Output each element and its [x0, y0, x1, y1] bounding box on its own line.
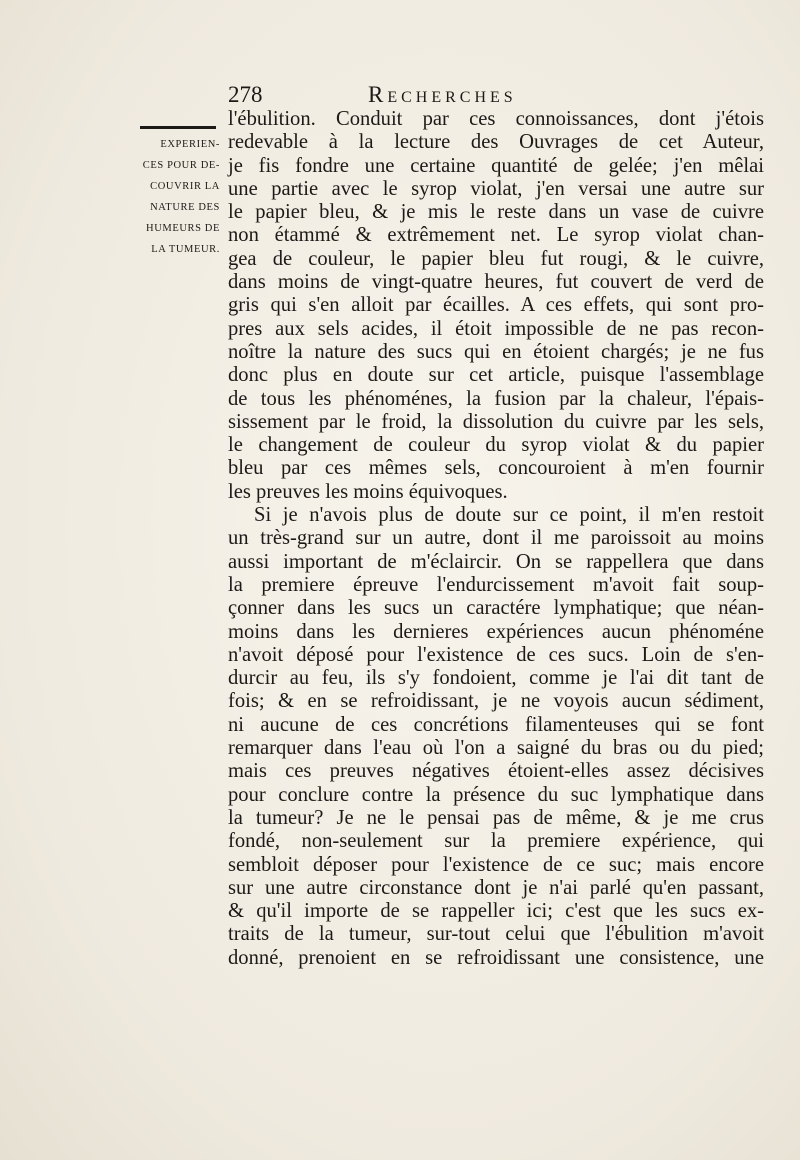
- paragraph-first-line: Si je n'avois plus de doute sur ce point, il m'en restoit: [254, 504, 764, 527]
- marginal-note-line: CES POUR DE-: [142, 160, 220, 171]
- text-line: je fis fondre une certaine quantité de gelée; j'en mêlai: [228, 154, 764, 177]
- marginal-rule: [140, 126, 216, 129]
- text-line: mais ces preuves négatives étoient-elles assez décisives: [228, 760, 764, 783]
- text-line: de tous les phénoménes, la fusion par la chaleur, l'épais-: [228, 387, 764, 410]
- text-line: gris qui s'en alloit par écailles. A ces effets, qui sont pro-: [228, 294, 764, 317]
- text-line: n'avoit déposé pour l'existence de ces sucs. Loin de s'en-: [228, 643, 764, 666]
- text-line: çonner dans les sucs un caractére lymphatique; que néan-: [228, 597, 764, 620]
- text-line: un très-grand sur un autre, dont il me paroissoit au moins: [228, 527, 764, 550]
- marginal-note-line: NATURE DES: [150, 202, 220, 213]
- marginal-note: [128, 134, 220, 260]
- text-line: l'ébulition. Conduit par ces connoissances, dont j'étois: [228, 108, 764, 130]
- text-line: pres aux sels acides, il étoit impossible de ne pas recon-: [228, 317, 764, 340]
- paragraph-last-line: les preuves les moins équivoques.: [228, 480, 508, 503]
- text-line: & qu'il importe de se rappeller ici; c'est que les sucs ex-: [228, 900, 764, 923]
- text-line: traits de la tumeur, sur-tout celui que l'ébulition m'avoit: [228, 923, 764, 946]
- body-text: [228, 108, 764, 970]
- text-line: pour conclure contre la présence du suc lymphatique dans: [228, 783, 764, 806]
- text-line: sembloit déposer pour l'existence de ce suc; mais encore: [228, 853, 764, 876]
- text-line: redevable à la lecture des Ouvrages de cet Auteur,: [228, 131, 764, 154]
- text-line: dans moins de vingt-quatre heures, fut couvert de verd de: [228, 271, 764, 294]
- text-line: gea de couleur, le papier bleu fut rougi, & le cuivre,: [228, 247, 764, 270]
- text-line: remarquer dans l'eau où l'on a saigné du bras ou du pied;: [228, 737, 764, 760]
- text-line: donné, prenoient en se refroidissant une consistence, une: [228, 946, 764, 969]
- text-line: ni aucune de ces concrétions filamenteuses qui se font: [228, 713, 764, 736]
- text-line: sur une autre circonstance dont je n'ai parlé qu'en passant,: [228, 876, 764, 899]
- text-line: durcir au feu, ils s'y fondoient, comme je l'ai dit tant de: [228, 667, 764, 690]
- text-line: la tumeur? Je ne le pensai pas de même, & je me crus: [228, 806, 764, 829]
- text-line: fois; & en se refroidissant, je ne voyois aucun sédiment,: [228, 690, 764, 713]
- marginal-note-line: COUVRIR LA: [150, 181, 220, 192]
- text-line: aussi important de m'éclaircir. On se rappellera que dans: [228, 550, 764, 573]
- text-line: bleu par ces mêmes sels, concouroient à m'en fournir: [228, 457, 764, 480]
- marginal-note-line: LA TUMEUR.: [151, 244, 220, 255]
- text-line: moins dans les dernieres expériences aucun phénoméne: [228, 620, 764, 643]
- text-line: fondé, non-seulement sur la premiere expérience, qui: [228, 830, 764, 853]
- text-line: une partie avec le syrop violat, j'en versai une autre sur: [228, 177, 764, 200]
- running-head: Recherches: [368, 82, 517, 107]
- page-number: 278: [228, 82, 263, 107]
- text-line: noître la nature des sucs qui en étoient chargés; je ne fus: [228, 340, 764, 363]
- text-line: non étammé & extrêmement net. Le syrop violat chan-: [228, 224, 764, 247]
- text-line: donc plus en doute sur cet article, puisque l'assemblage: [228, 364, 764, 387]
- marginal-note-line: HUMEURS DE: [146, 223, 220, 234]
- text-line: sissement par le froid, la dissolution du cuivre par les sels,: [228, 410, 764, 433]
- text-line: la premiere épreuve l'endurcissement m'avoit fait soup-: [228, 573, 764, 596]
- text-line: le changement de couleur du syrop violat & du papier: [228, 434, 764, 457]
- marginal-note-line: EXPERIEN-: [160, 139, 220, 150]
- text-line: le papier bleu, & je mis le reste dans un vase de cuivre: [228, 201, 764, 224]
